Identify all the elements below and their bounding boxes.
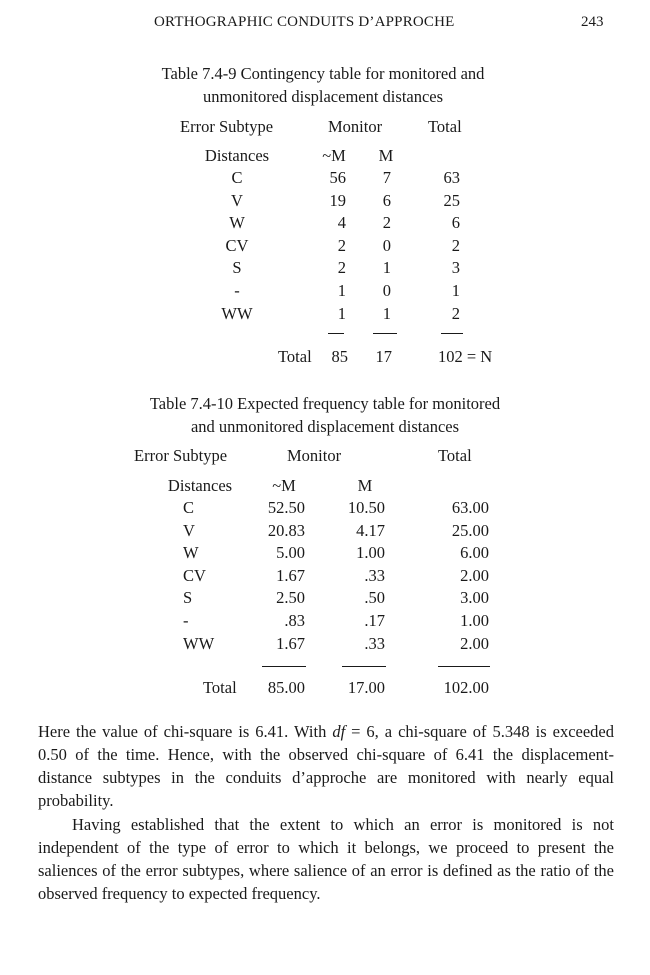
table1-row-not-m: 1 [337, 304, 346, 323]
table1-rule-not-m [328, 333, 344, 334]
table1-row-not-m: 56 [329, 168, 346, 187]
table2-row-m: .33 [364, 566, 385, 585]
table1-row-label: S [232, 258, 242, 277]
table2-row-m: .17 [364, 611, 385, 630]
table2-row-m: .50 [364, 588, 385, 607]
table1-rule-total [441, 333, 463, 334]
table1-row-not-m: 2 [337, 236, 346, 255]
table1-caption-line1: Table 7.4-9 Contingency table for monitored and [161, 64, 485, 83]
table1-total-n: 102 = N [438, 347, 493, 366]
table2-total-m: 17.00 [347, 678, 385, 697]
paragraph-1-part-b: = 6, a chi-square of 5.348 is exceeded 0.50 of the time. Hence, with the observed chi-square of 6.41 the displacement-distance subtypes in the conduits d’approche are monitored with nearly equal probability. [38, 722, 614, 810]
table2-row-m: .33 [364, 634, 385, 653]
table2-row-m: 4.17 [356, 521, 385, 540]
body-paragraph-1 [38, 720, 614, 812]
table2-rule-total [438, 666, 490, 667]
table1-row-total: 3 [451, 258, 460, 277]
table1-caption-line2: unmonitored displacement distances [202, 87, 444, 106]
table2-row-not-m: 5.00 [276, 543, 305, 562]
table2-row-not-m: 2.50 [276, 588, 305, 607]
table1-row-label: V [231, 191, 243, 210]
table1-total-not-m: 85 [331, 347, 348, 366]
table2-row-label: CV [183, 566, 206, 585]
table2-row-m: 1.00 [356, 543, 385, 562]
table2-row-not-m: 1.67 [276, 634, 305, 653]
table2-row-total: 25.00 [451, 521, 489, 540]
table2-total-not-m: 85.00 [267, 678, 305, 697]
table1-row-label: C [231, 168, 243, 187]
table1-row-not-m: 4 [337, 213, 346, 232]
table1-row-not-m: 1 [337, 281, 346, 300]
table1-row-total: 6 [451, 213, 460, 232]
table1-row-m: 6 [382, 191, 391, 210]
table2-subheader-not-m: ~M [272, 476, 296, 495]
table1-row-total: 25 [443, 191, 460, 210]
table2-row-not-m: 20.83 [267, 521, 305, 540]
table1-total-label: Total [278, 347, 312, 366]
table2-row-total: 2.00 [460, 566, 489, 585]
table2-caption [90, 392, 560, 438]
table2-row-m: 10.50 [347, 498, 385, 517]
table1-row-total: 63 [443, 168, 460, 187]
body-paragraph-2: Having established that the extent to which an error is monitored is not independent of the type of error to which it belongs, we proceed to present the saliences of the error subtypes, where salience of an error is defined as the ratio of the observed frequency to expected frequency. [38, 815, 614, 903]
table1-row-m: 0 [382, 236, 391, 255]
table1-row-label: - [234, 281, 240, 300]
table2-row-label: - [183, 611, 189, 630]
table2-subheader-m: M [357, 476, 373, 495]
table1-header-error-subtype: Error Subtype [180, 117, 274, 136]
table2-rule-m [342, 666, 386, 667]
table2-row-total: 3.00 [460, 588, 489, 607]
table2-row-total: 2.00 [460, 634, 489, 653]
table1-row-total: 2 [451, 304, 460, 323]
table1-row-m: 2 [382, 213, 391, 232]
table1-row-total: 2 [451, 236, 460, 255]
table1-row-m: 0 [382, 281, 391, 300]
df-symbol: df [332, 722, 346, 741]
table2-row-not-m: 1.67 [276, 566, 305, 585]
table1-header-monitor: Monitor [328, 117, 383, 136]
table2-row-not-m: .83 [284, 611, 305, 630]
running-title: ORTHOGRAPHIC CONDUITS D’APPROCHE [154, 14, 455, 30]
table1-subheader-distances: Distances [204, 146, 270, 165]
paragraph-1-part-a: Here the value of chi-square is 6.41. With [38, 722, 333, 741]
table1-row-not-m: 19 [329, 191, 346, 210]
table2-row-label: C [183, 498, 195, 517]
table2-row-label: W [183, 543, 199, 562]
table1-row-m: 1 [382, 258, 391, 277]
table2-rule-not-m [262, 666, 306, 667]
table2-caption-line1: Table 7.4-10 Expected frequency table for monitored [149, 394, 501, 413]
table1-row-m: 7 [382, 168, 391, 187]
table2-row-total: 63.00 [451, 498, 489, 517]
table1-header-total: Total [428, 117, 462, 136]
table2-header-monitor: Monitor [287, 446, 342, 465]
table2-row-label: S [183, 588, 193, 607]
table2-row-total: 1.00 [460, 611, 489, 630]
table1-subheader-not-m: ~M [322, 146, 346, 165]
table2-row-not-m: 52.50 [267, 498, 305, 517]
table2-row-label: V [183, 521, 195, 540]
table1-row-label: WW [221, 304, 253, 323]
table2-header-total: Total [438, 446, 472, 465]
table1-subheader-m: M [378, 146, 394, 165]
table1-total-m: 17 [375, 347, 392, 366]
table1-caption [98, 62, 548, 108]
table1-row-m: 1 [382, 304, 391, 323]
table1-row-label: W [229, 213, 245, 232]
table2-row-total: 6.00 [460, 543, 489, 562]
table1-rule-m [373, 333, 397, 334]
table1-row-total: 1 [451, 281, 460, 300]
table1-row-not-m: 2 [337, 258, 346, 277]
table2-header-error-subtype: Error Subtype [134, 446, 228, 465]
table1-row-label: CV [225, 236, 249, 255]
table2-total-all: 102.00 [443, 678, 489, 697]
table2-subheader-distances: Distances [167, 476, 233, 495]
table2-total-label: Total [203, 678, 237, 697]
table2-row-label: WW [183, 634, 215, 653]
page-number: 243 [581, 14, 604, 30]
table2-caption-line2: and unmonitored displacement distances [190, 417, 460, 436]
